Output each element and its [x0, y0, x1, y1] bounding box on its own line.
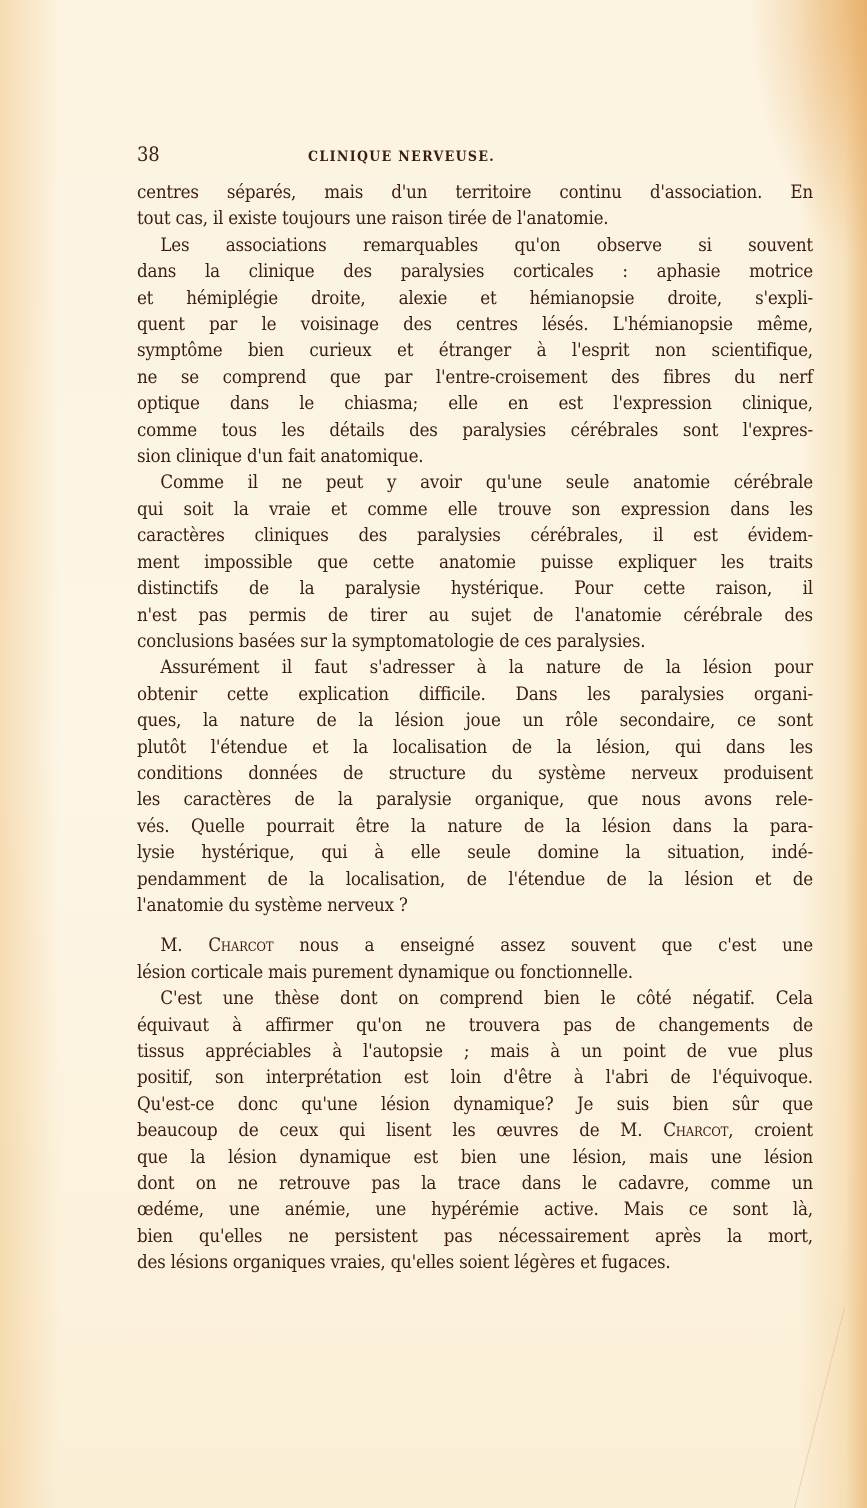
- page-fold-crease: [794, 1308, 867, 1508]
- text-line: positif, son interprétation est loin d'être à l'abri de l'équivoque.: [137, 1067, 813, 1089]
- text-line: obtenir cette explication difficile. Dans les paralysies organi-: [137, 683, 813, 705]
- running-head-title: CLINIQUE NERVEUSE.: [308, 149, 496, 165]
- text-line: pendamment de la localisation, de l'étendue de la lésion et de: [137, 868, 813, 890]
- text-line: que la lésion dynamique est bien une lésion, mais une lésion: [137, 1146, 813, 1168]
- text-line: optique dans le chiasma; elle en est l'expression clinique,: [137, 393, 813, 415]
- text-line: œdéme, une anémie, une hypérémie active. Mais ce sont là,: [137, 1199, 813, 1221]
- page-text-block: [137, 142, 813, 1277]
- text-line: C'est une thèse dont on comprend bien le côté négatif. Cela: [160, 988, 813, 1010]
- text-line: dans la clinique des paralysies corticales : aphasie motrice: [137, 261, 813, 283]
- text-line: centres séparés, mais d'un territoire continu d'association. En: [137, 182, 813, 203]
- text-line: [137, 1118, 813, 1144]
- text-line: plutôt l'étendue et la localisation de la lésion, qui dans les: [137, 736, 813, 758]
- text-line: n'est pas permis de tirer au sujet de l'anatomie cérébrale des: [137, 604, 813, 626]
- paragraph-associations: [137, 233, 813, 471]
- paragraph-charcot: [137, 933, 813, 986]
- text-line: Comme il ne peut y avoir qu'une seule anatomie cérébrale: [160, 472, 813, 494]
- author-name-charcot: Charcot: [208, 935, 274, 957]
- text-line: Assurément il faut s'adresser à la nature de la lésion pour: [160, 657, 813, 679]
- text-line: sion clinique d'un fait anatomique.: [137, 446, 424, 468]
- text-line: ques, la nature de la lésion joue un rôle secondaire, ce sont: [137, 710, 813, 732]
- text-line: conditions données de structure du système nerveux produisent: [137, 762, 813, 784]
- author-name-charcot: Charcot: [663, 1120, 729, 1142]
- text-line: vés. Quelle pourrait être la nature de la lésion dans la para-: [137, 815, 813, 837]
- text-fragment: , croient: [728, 1120, 813, 1142]
- text-line: les caractères de la paralysie organique, que nous avons rele-: [137, 789, 813, 811]
- paragraph-anatomie: [137, 470, 813, 655]
- page-edge-shadow: [845, 0, 867, 1508]
- text-line: et hémiplégie droite, alexie et hémianopsie droite, s'expli-: [137, 287, 813, 309]
- text-line: ment impossible que cette anatomie puisse expliquer les traits: [137, 551, 813, 573]
- text-line: lésion corticale mais purement dynamique ou fonctionnelle.: [137, 961, 633, 983]
- paragraph-nature-lesion: [137, 655, 813, 919]
- text-line: ne se comprend que par l'entre-croisement des fibres du nerf: [137, 366, 813, 388]
- paragraph-these: [137, 986, 813, 1276]
- text-line: bien qu'elles ne persistent pas nécessairement après la mort,: [137, 1225, 813, 1247]
- text-line: dont on ne retrouve pas la trace dans le cadavre, comme un: [137, 1173, 813, 1195]
- text-line: symptôme bien curieux et étranger à l'esprit non scientifique,: [137, 340, 813, 362]
- text-line: tout cas, il existe toujours une raison tirée de l'anatomie.: [137, 208, 609, 230]
- running-head: [137, 142, 813, 172]
- text-line: Qu'est-ce donc qu'une lésion dynamique? Je suis bien sûr que: [137, 1093, 813, 1115]
- text-line: Les associations remarquables qu'on observe si souvent: [160, 234, 813, 256]
- text-fragment: M.: [160, 935, 209, 957]
- text-line: lysie hystérique, qui à elle seule domine la situation, indé-: [137, 842, 813, 864]
- text-line: distinctifs de la paralysie hystérique. Pour cette raison, il: [137, 578, 813, 600]
- text-line: équivaut à affirmer qu'on ne trouvera pas de changements de: [137, 1014, 813, 1036]
- text-line: comme tous les détails des paralysies cérébrales sont l'expres-: [137, 419, 813, 441]
- text-line: qui soit la vraie et comme elle trouve son expression dans les: [137, 498, 813, 520]
- text-line: conclusions basées sur la symptomatologie de ces paralysies.: [137, 630, 646, 652]
- text-line: quent par le voisinage des centres lésés. L'hémianopsie même,: [137, 314, 813, 336]
- text-line: caractères cliniques des paralysies cérébrales, il est évidem-: [137, 525, 813, 547]
- page-number: 38: [137, 142, 160, 166]
- paragraph-continuation: [137, 180, 813, 233]
- text-line: l'anatomie du système nerveux ?: [137, 894, 408, 916]
- text-fragment: nous a enseigné assez souvent que c'est une: [273, 935, 813, 957]
- text-fragment: beaucoup de ceux qui lisent les œuvres de M.: [137, 1120, 664, 1142]
- text-line: des lésions organiques vraies, qu'elles soient légères et fugaces.: [137, 1252, 671, 1274]
- text-line: [137, 933, 813, 959]
- text-line: tissus appréciables à l'autopsie ; mais à un point de vue plus: [137, 1041, 813, 1062]
